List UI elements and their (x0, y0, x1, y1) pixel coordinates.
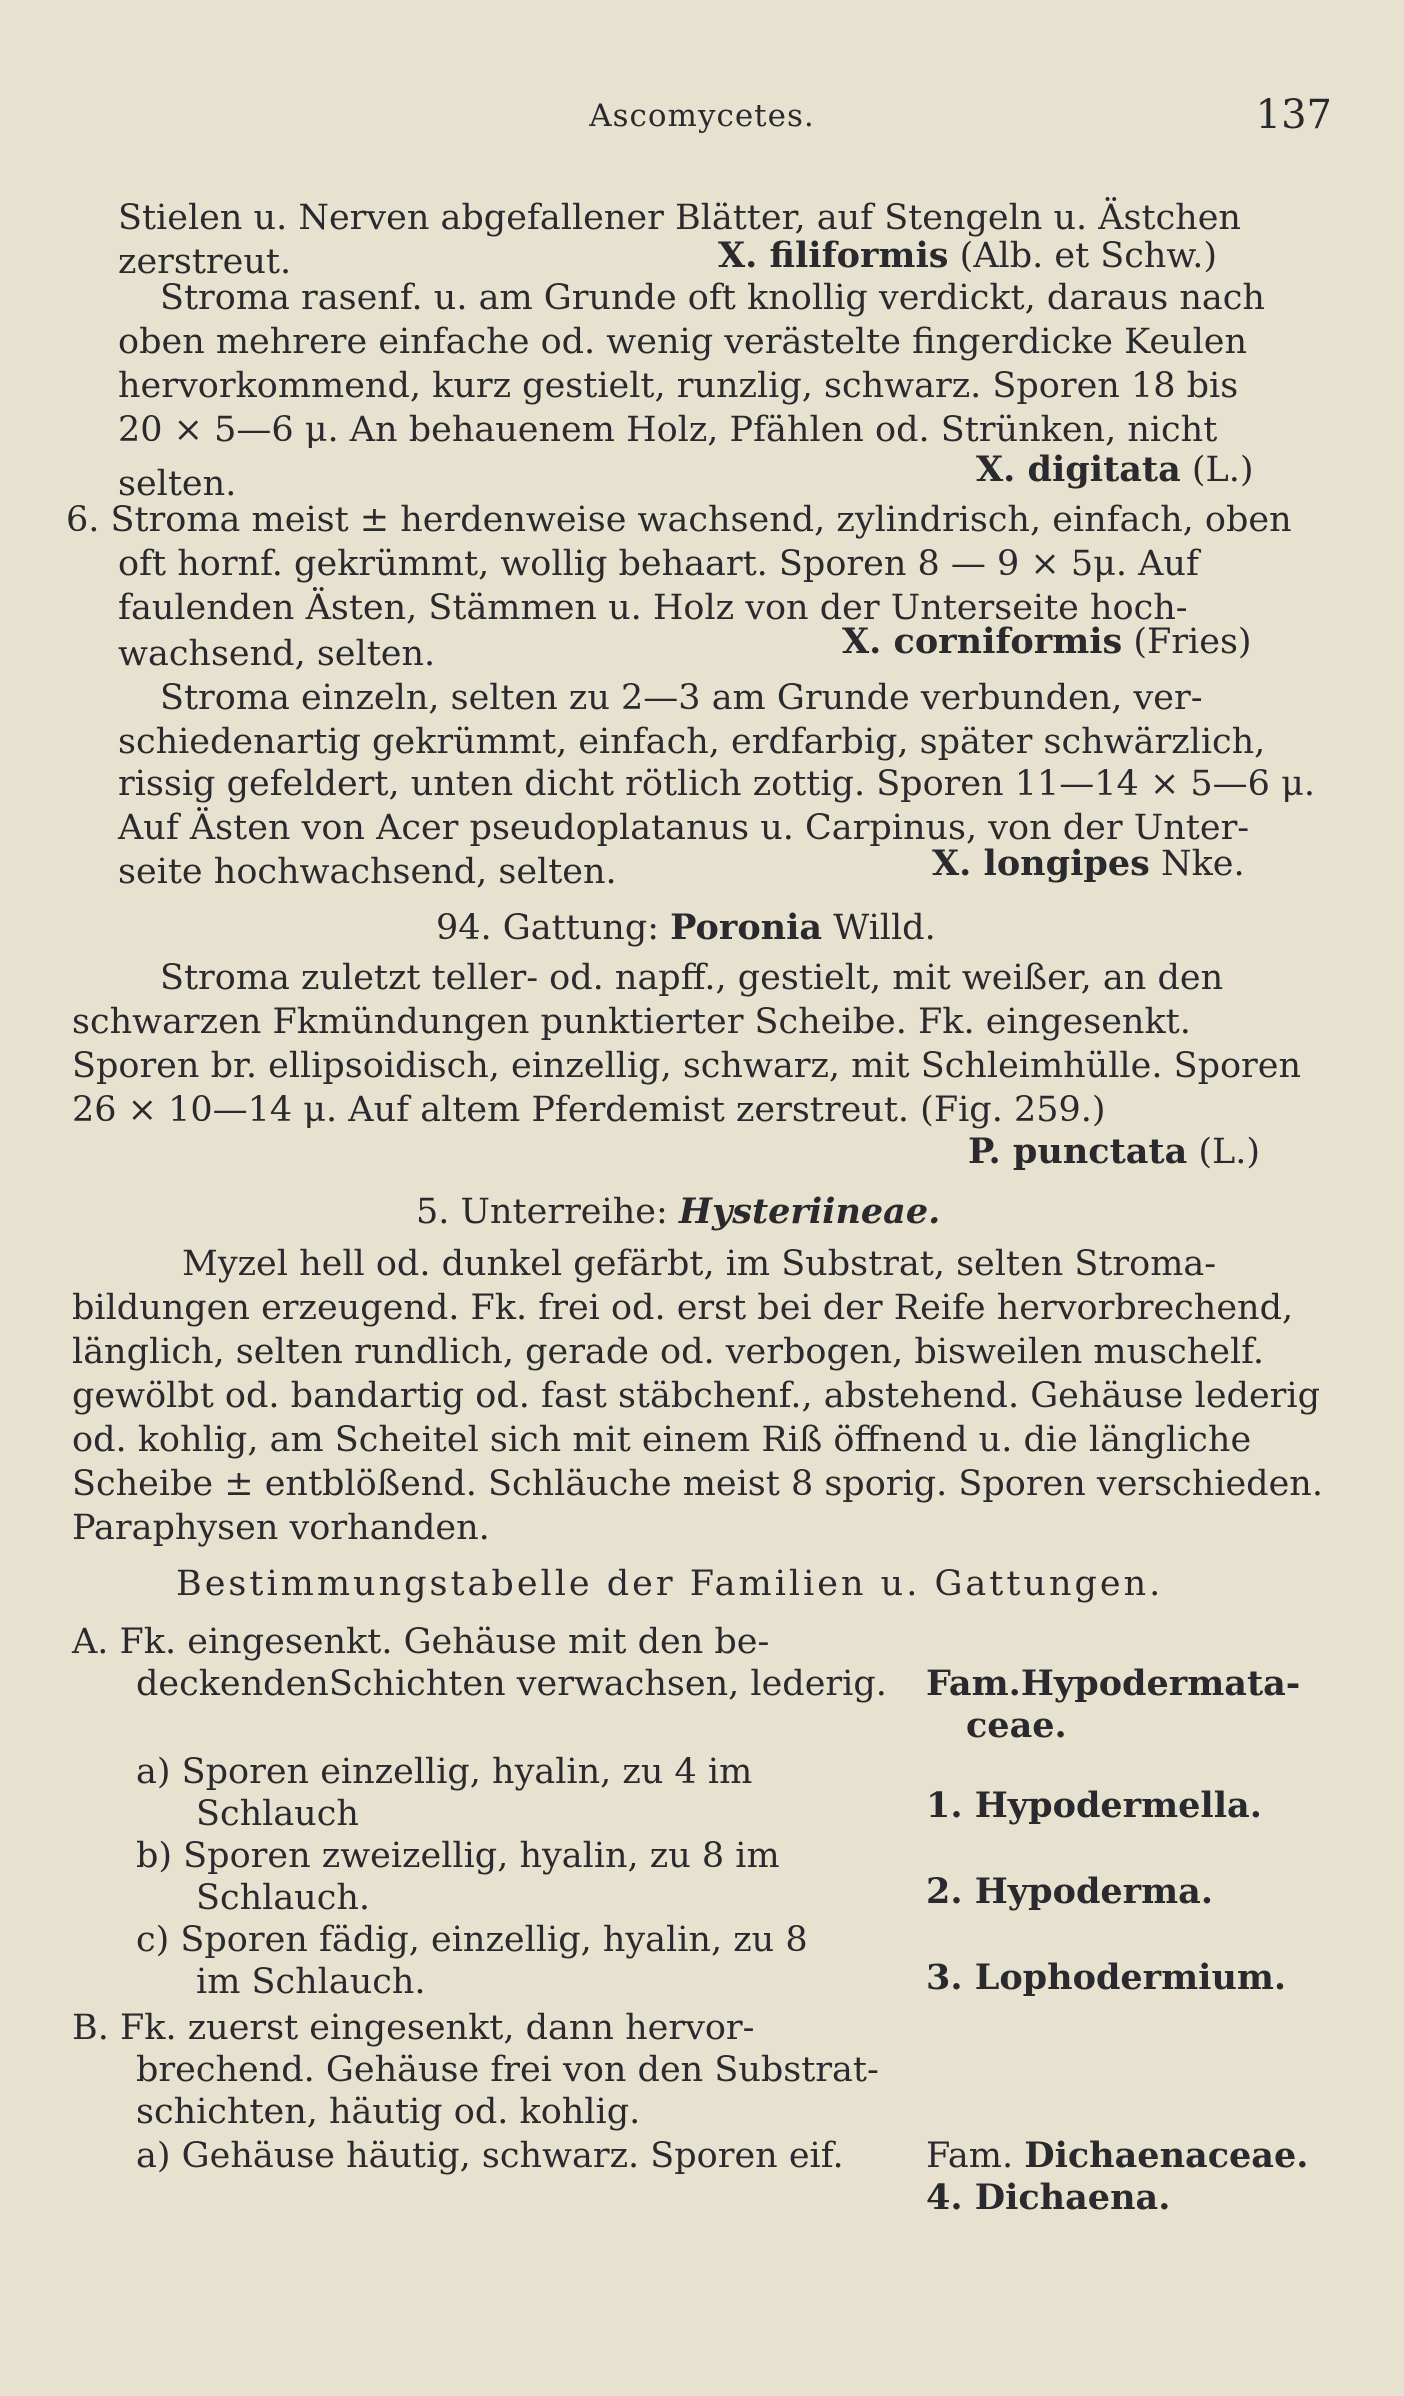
species-author: (L.) (1187, 1132, 1261, 1172)
text-line: rissig gefeldert, unten dicht rötlich zottig. Sporen 11—14 × 5—6 μ. (118, 764, 1315, 804)
text-line: länglich, selten rundlich, gerade od. verbogen, bisweilen muschelf. (72, 1332, 1264, 1372)
text-line: Stroma rasenf. u. am Grunde oft knollig verdickt, daraus nach (160, 278, 1265, 318)
key-line: schichten, häutig od. kohlig. (136, 2092, 641, 2132)
text-line: oft hornf. gekrümmt, wollig behaart. Sporen 8 — 9 × 5μ. Auf (118, 544, 1199, 584)
running-header: Ascomycetes. (589, 98, 815, 134)
species-name-bold: X. filiformis (718, 235, 949, 276)
key-line: im Schlauch. (196, 1962, 426, 2002)
text-line: Scheibe ± entblößend. Schläuche meist 8 sporig. Sporen verschieden. (72, 1464, 1323, 1504)
key-line: A. Fk. eingesenkt. Gehäuse mit den be- (72, 1622, 770, 1662)
subseries-name: Hysteriineae. (678, 1191, 941, 1232)
text-line: Stroma zuletzt teller- od. napff., gestielt, mit weißer, an den (160, 958, 1224, 998)
key-family-name: Dichaenaceae. (1024, 2135, 1309, 2176)
key-family: ceae. (966, 1705, 1067, 1746)
text-line: gewölbt od. bandartig od. fast stäbchenf., abstehend. Gehäuse lederig (72, 1376, 1320, 1416)
text-line: schwarzen Fkmündungen punktierter Scheibe. Fk. eingesenkt. (72, 1002, 1191, 1042)
key-line: b) Sporen zweizellig, hyalin, zu 8 im (136, 1836, 780, 1876)
species-name (976, 448, 1254, 492)
key-genus: 3. Lophodermium. (926, 1957, 1287, 1998)
species-name (842, 620, 1252, 664)
species-author: (Alb. et Schw.) (948, 236, 1217, 276)
text-line: Stielen u. Nerven abgefallener Blätter, auf Stengeln u. Ästchen (118, 198, 1241, 238)
key-line: a) Sporen einzellig, hyalin, zu 4 im (136, 1752, 753, 1792)
key-line: deckendenSchichten verwachsen, lederig. (136, 1664, 887, 1704)
text-line: oben mehrere einfache od. wenig verästelte fingerdicke Keulen (118, 322, 1248, 362)
species-name (968, 1130, 1260, 1174)
text-line: wachsend, selten. (118, 634, 436, 674)
genus-prefix: 94. Gattung: (436, 908, 671, 948)
text-line: od. kohlig, am Scheitel sich mit einem Riß öffnend u. die längliche (72, 1420, 1252, 1460)
text-line: 6. Stroma meist ± herdenweise wachsend, zylindrisch, einfach, oben (66, 500, 1292, 540)
key-line: B. Fk. zuerst eingesenkt, dann hervor- (72, 2008, 755, 2048)
text-line: bildungen erzeugend. Fk. frei od. erst bei der Reife hervorbrechend, (72, 1288, 1294, 1328)
text-line: Auf Ästen von Acer pseudoplatanus u. Carpinus, von der Unter- (118, 808, 1250, 848)
key-genus: 4. Dichaena. (926, 2177, 1171, 2218)
text-line: Stroma einzeln, selten zu 2—3 am Grunde verbunden, ver- (160, 678, 1203, 718)
key-genus: 1. Hypodermella. (926, 1785, 1262, 1826)
key-line: Schlauch. (196, 1878, 370, 1918)
key-family (926, 2134, 1308, 2178)
species-name (932, 842, 1245, 886)
subseries-heading (416, 1190, 940, 1234)
species-name-bold: X. digitata (976, 449, 1181, 490)
text-line: hervorkommend, kurz gestielt, runzlig, schwarz. Sporen 18 bis (118, 366, 1239, 406)
species-name-bold: X. corniformis (842, 621, 1123, 662)
genus-heading (436, 906, 936, 950)
species-author: (L.) (1180, 450, 1254, 490)
text-line: seite hochwachsend, selten. (118, 852, 617, 892)
key-line: Schlauch (196, 1794, 359, 1834)
key-line: a) Gehäuse häutig, schwarz. Sporen eif. (136, 2136, 844, 2176)
text-line: schiedenartig gekrümmt, einfach, erdfarbig, später schwärzlich, (118, 722, 1266, 762)
table-heading: Bestimmungstabelle der Familien u. Gattungen. (176, 1564, 1164, 1604)
text-line: faulenden Ästen, Stämmen u. Holz von der Unterseite hoch- (118, 588, 1188, 628)
page-number: 137 (1255, 92, 1332, 138)
key-genus: 2. Hypoderma. (926, 1871, 1214, 1912)
text-line: zerstreut. (118, 242, 292, 282)
text-line: Sporen br. ellipsoidisch, einzellig, schwarz, mit Schleimhülle. Sporen (72, 1046, 1302, 1086)
text-line: Myzel hell od. dunkel gefärbt, im Substrat, selten Stroma- (182, 1244, 1217, 1284)
key-family: Fam.Hypodermata- (926, 1663, 1301, 1704)
text-line: selten. (118, 464, 237, 504)
key-family-prefix: Fam. (926, 2136, 1025, 2176)
genus-author: Willd. (822, 908, 936, 948)
species-name (718, 234, 1217, 278)
species-name-bold: P. punctata (968, 1131, 1188, 1172)
text-line: Paraphysen vorhanden. (72, 1508, 490, 1548)
text-line: 26 × 10—14 μ. Auf altem Pferdemist zerstreut. (Fig. 259.) (72, 1090, 1106, 1130)
key-line: brechend. Gehäuse frei von den Substrat- (136, 2050, 879, 2090)
text-line: 20 × 5—6 μ. An behauenem Holz, Pfählen od. Strünken, nicht (118, 410, 1218, 450)
genus-name: Poronia (670, 907, 823, 948)
key-line: c) Sporen fädig, einzellig, hyalin, zu 8 (136, 1920, 808, 1960)
species-author: Nke. (1149, 844, 1245, 884)
subseries-prefix: 5. Unterreihe: (416, 1192, 679, 1232)
species-name-bold: X. longipes (932, 843, 1150, 884)
species-author: (Fries) (1122, 622, 1252, 662)
